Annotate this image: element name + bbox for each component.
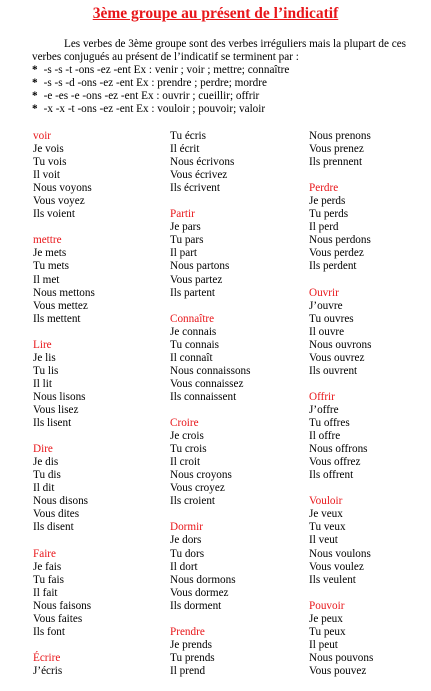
verb-block	[33, 443, 95, 534]
verb-block	[309, 495, 373, 586]
verb-form: Tu dors	[170, 547, 205, 560]
verb-form: Ils ouvrent	[309, 364, 358, 377]
verb-form: J’offre	[309, 403, 339, 416]
verb-form: Vous connaissez	[170, 377, 244, 390]
verb-heading: Offrir	[309, 390, 335, 403]
bullet-icon: *	[32, 77, 38, 89]
verb-form: Nous prenons	[309, 130, 371, 142]
verb-form: Il peut	[309, 638, 338, 651]
verb-form: Vous lisez	[33, 403, 79, 416]
verb-form: Ils offrent	[309, 469, 354, 482]
verb-block	[309, 287, 373, 378]
verb-form: Nous perdons	[309, 234, 371, 247]
verb-form: Ils connaissent	[170, 390, 237, 403]
bullet-icon: *	[32, 103, 38, 115]
verb-heading: Prendre	[170, 625, 205, 638]
conjugation-column-1	[33, 130, 95, 691]
ending-rule	[32, 103, 424, 116]
verb-block	[33, 548, 95, 639]
ending-rule-text: -s -s -d -ons -ez -ent Ex : prendre ; perdre; mordre	[43, 77, 267, 89]
verb-heading: mettre	[33, 234, 62, 247]
conjugation-column-3	[309, 130, 373, 691]
verb-form: Il connaît	[170, 351, 213, 364]
verb-form: Il met	[33, 273, 60, 286]
verb-form: Nous voulons	[309, 547, 371, 560]
ending-rule	[32, 64, 424, 77]
verb-block	[170, 208, 251, 299]
verb-form: Vous voulez	[309, 560, 364, 573]
verb-form: Il dit	[33, 482, 55, 495]
verb-form: Nous pouvons	[309, 651, 374, 664]
verb-heading: Dormir	[170, 521, 203, 534]
verb-form: Nous ouvrons	[309, 338, 372, 351]
verb-form: Nous croyons	[170, 469, 232, 482]
verb-form: Tu connais	[170, 338, 220, 351]
verb-form: Je vois	[33, 143, 64, 156]
verb-form: Je fais	[33, 560, 62, 573]
verb-form: J’ouvre	[309, 299, 343, 312]
verb-form: Il voit	[33, 169, 61, 182]
verb-form: Il prend	[170, 664, 206, 677]
ending-rule-text: -x -x -t -ons -ez -ent Ex : vouloir ; pouvoir; valoir	[43, 103, 266, 115]
verb-form: Nous faisons	[33, 599, 92, 612]
verb-form: Ils partent	[170, 286, 216, 299]
verb-form: Je dis	[33, 456, 59, 469]
continued-conjugation	[170, 130, 251, 195]
verb-form: Je crois	[170, 430, 204, 443]
verb-form: Tu peux	[309, 625, 346, 638]
verb-heading: Croire	[170, 417, 199, 430]
verb-form: Nous voyons	[33, 182, 92, 195]
verb-form: Il part	[170, 247, 198, 260]
verb-form: Tu fais	[33, 573, 64, 586]
verb-form: Tu prends	[170, 651, 215, 664]
verb-form: Tu dis	[33, 469, 61, 482]
verb-form: Tu veux	[309, 521, 346, 534]
page-title: 3ème groupe au présent de l’indicatif	[92, 5, 339, 22]
verb-form: Tu ouvres	[309, 312, 354, 325]
verb-form: Vous dormez	[170, 586, 229, 599]
verb-heading: Vouloir	[309, 495, 343, 508]
verb-form: Il croit	[170, 456, 201, 469]
verb-block	[309, 182, 373, 273]
verb-heading: Perdre	[309, 182, 339, 195]
ending-rule	[32, 77, 424, 90]
verb-form: Ils mettent	[33, 312, 81, 325]
verb-form: Vous ouvrez	[309, 351, 365, 364]
verb-form: Tu offres	[309, 417, 350, 430]
verb-block	[309, 600, 373, 678]
verb-block	[170, 626, 251, 678]
verb-heading: Écrire	[33, 651, 61, 664]
verb-form: Nous dormons	[170, 573, 236, 586]
verb-form: Tu vois	[33, 156, 67, 169]
verb-form: Nous offrons	[309, 443, 368, 456]
verb-form: Il lit	[33, 377, 52, 390]
verb-form: Nous écrivons	[170, 156, 235, 169]
verb-block	[170, 521, 251, 612]
verb-form: Tu crois	[170, 443, 207, 456]
intro-paragraph: Les verbes de 3ème groupe sont des verbes irréguliers mais la plupart de ces verbes conjugués au présent de l’indicatif se terminent par :	[32, 38, 407, 63]
verb-form: Nous mettons	[33, 286, 95, 299]
verb-form: Nous connaissons	[170, 364, 251, 377]
verb-form: Ils font	[33, 625, 66, 638]
ending-rule	[32, 90, 424, 103]
verb-form: Tu écris	[170, 130, 206, 142]
verb-heading: Partir	[170, 208, 195, 221]
verb-form: Ils veulent	[309, 573, 356, 586]
verb-form: Tu mets	[33, 260, 69, 273]
verb-block	[33, 339, 95, 430]
ending-rule-text: -e -es -e -ons -ez -ent Ex : ouvrir ; cueillir; offrir	[43, 90, 260, 102]
continued-conjugation	[309, 130, 373, 169]
verb-form: Je lis	[33, 351, 56, 364]
verb-form: Vous prenez	[309, 143, 364, 156]
verb-form: Vous pouvez	[309, 664, 367, 677]
verb-block	[33, 234, 95, 325]
verb-form: Je perds	[309, 195, 346, 208]
verb-form: Je dors	[170, 534, 202, 547]
verb-form: Il dort	[170, 560, 198, 573]
verb-form: Ils disent	[33, 521, 74, 534]
bullet-icon: *	[32, 90, 38, 102]
verb-form: Je peux	[309, 612, 343, 625]
verb-form: Je connais	[170, 325, 217, 338]
verb-form: Ils écrivent	[170, 182, 221, 195]
verb-form: Je pars	[170, 221, 201, 234]
verb-form: Ils lisent	[33, 417, 72, 430]
verb-form: Je mets	[33, 247, 67, 260]
verb-form: Ils prennent	[309, 156, 363, 169]
verb-form: Ils dorment	[170, 599, 222, 612]
verb-form: J’écris	[33, 664, 63, 677]
verb-heading: Pouvoir	[309, 599, 345, 612]
verb-form: Tu perds	[309, 208, 349, 221]
verb-form: Ils voient	[33, 208, 75, 221]
verb-form: Vous perdez	[309, 247, 364, 260]
verb-heading: Ouvrir	[309, 286, 339, 299]
verb-form: Vous écrivez	[170, 169, 228, 182]
verb-heading: voir	[33, 130, 52, 142]
verb-form: Vous faites	[33, 612, 83, 625]
verb-heading: Faire	[33, 547, 56, 560]
verb-heading: Lire	[33, 338, 52, 351]
verb-form: Tu lis	[33, 364, 59, 377]
verb-form: Nous lisons	[33, 390, 86, 403]
verb-block	[170, 313, 251, 404]
verb-form: Nous partons	[170, 260, 230, 273]
verb-form: Vous dites	[33, 508, 80, 521]
intro-section	[32, 38, 424, 116]
verb-form: Nous disons	[33, 495, 89, 508]
verb-form: Je veux	[309, 508, 343, 521]
verb-form: Il fait	[33, 586, 58, 599]
verb-block	[309, 391, 373, 482]
verb-form: Il ouvre	[309, 325, 345, 338]
verb-form: Vous croyez	[170, 482, 225, 495]
verb-form: Vous offrez	[309, 456, 361, 469]
verb-form: Vous mettez	[33, 299, 88, 312]
verb-form: Vous voyez	[33, 195, 85, 208]
verb-form: Ils perdent	[309, 260, 357, 273]
verb-form: Il écrit	[170, 143, 200, 156]
verb-heading: Connaître	[170, 312, 215, 325]
verb-heading: Dire	[33, 443, 53, 456]
verb-form: Il perd	[309, 221, 339, 234]
verb-block	[33, 130, 95, 221]
verb-form: Vous partez	[170, 273, 223, 286]
verb-form: Il veut	[309, 534, 338, 547]
verb-form: Ils croient	[170, 495, 216, 508]
verb-block	[170, 417, 251, 508]
ending-rule-text: -s -s -t -ons -ez -ent Ex : venir ; voir ; mettre; connaître	[43, 64, 290, 76]
conjugation-column-2	[170, 130, 251, 691]
verb-form: Je prends	[170, 638, 212, 651]
verb-form: Tu pars	[170, 234, 204, 247]
bullet-icon: *	[32, 64, 38, 76]
verb-block	[33, 652, 95, 678]
verb-form: Il offre	[309, 430, 341, 443]
